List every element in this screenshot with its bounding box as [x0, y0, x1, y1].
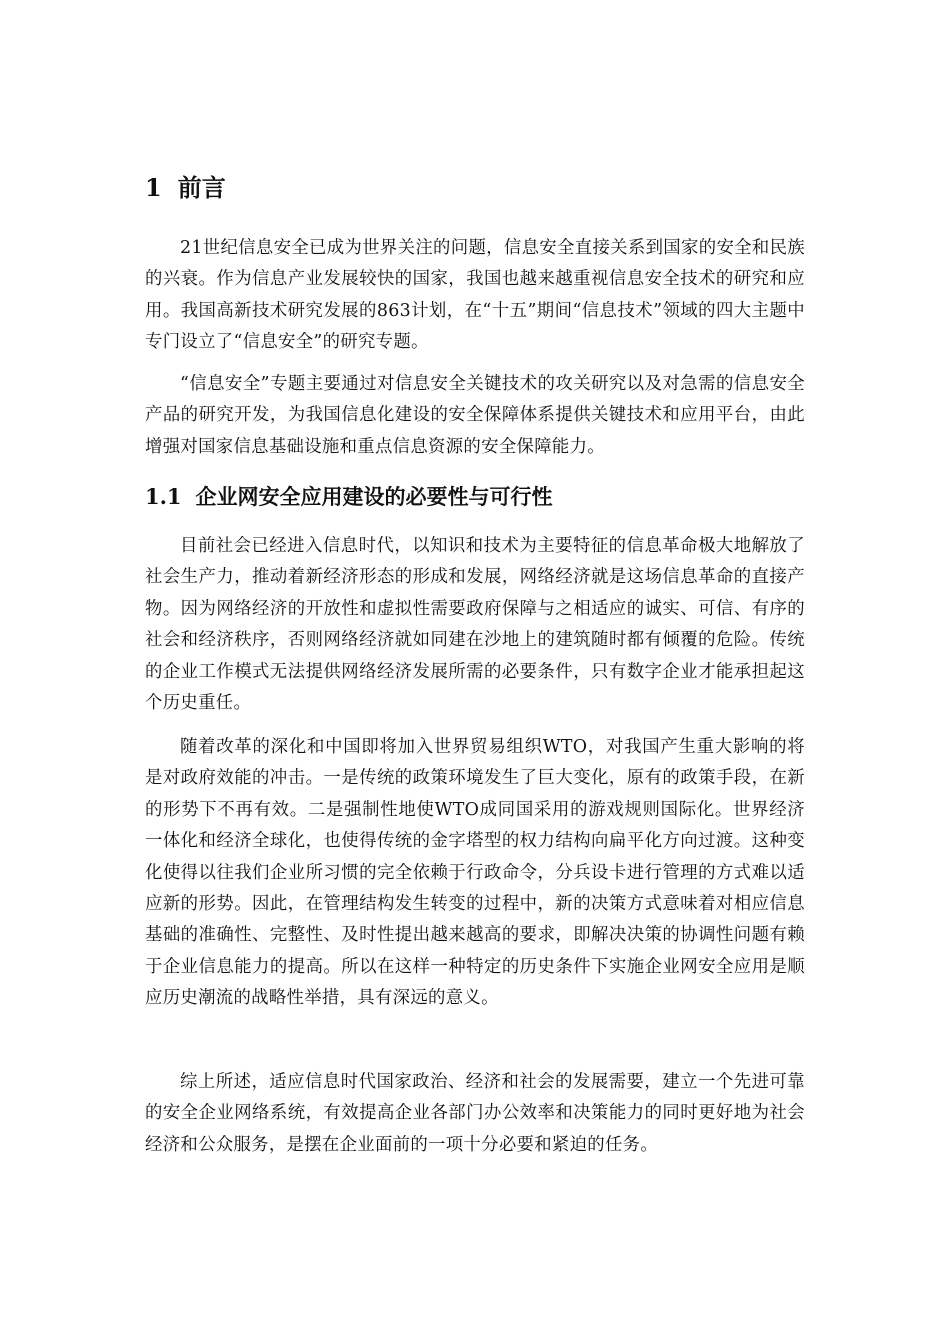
section-heading [145, 170, 226, 206]
section-number: 1 [145, 173, 162, 202]
subsection-number: 1.1 [145, 484, 182, 509]
section-title: 前言 [177, 173, 226, 202]
subsection-heading [145, 481, 553, 513]
body-paragraph: 目前社会已经进入信息时代，以知识和技术为主要特征的信息革命极大地解放了社会生产力，推动着新经济形态的形成和发展，网络经济就是这场信息革命的直接产物。因为网络经济的开放性和虚拟性需要政府保障与之相适应的诚实、可信、有序的社会和经济秩序，否则网络经济就如同建在沙地上的建筑随时都有倾覆的危险。传统的企业工作模式无法提供网络经济发展所需的必要条件，只有数字企业才能承担起这个历史重任。 [145, 536, 805, 714]
body-paragraph: 随着改革的深化和中国即将加入世界贸易组织WTO，对我国产生重大影响的将是对政府效能的冲击。一是传统的政策环境发生了巨大变化，原有的政策手段，在新的形势下不再有效。二是强制性地使WTO成同国采用的游戏规则国际化。世界经济一体化和经济全球化，也使得传统的金字塔型的权力结构向扁平化方向过渡。这种变化使得以往我们企业所习惯的完全依赖于行政命令，分兵设卡进行管理的方式难以适应新的形势。因此，在管理结构发生转变的过程中，新的决策方式意味着对相应信息基础的准确性、完整性、及时性提出越来越高的要求，即解决决策的协调性问题有赖于企业信息能力的提高。所以在这样一种特定的历史条件下实施企业网安全应用是顺应历史潮流的战略性举措，具有深远的意义。 [145, 737, 805, 1009]
body-paragraph: 21世纪信息安全已成为世界关注的问题，信息安全直接关系到国家的安全和民族的兴衰。作为信息产业发展较快的国家，我国也越来越重视信息安全技术的研究和应用。我国高新技术研究发展的863计划，在“十五”期间“信息技术”领域的四大主题中专门设立了“信息安全”的研究专题。 [145, 238, 805, 353]
body-paragraph: 综上所述，适应信息时代国家政治、经济和社会的发展需要，建立一个先进可靠的安全企业网络系统，有效提高企业各部门办公效率和决策能力的同时更好地为社会经济和公众服务，是摆在企业面前的一项十分必要和紧迫的任务。 [145, 1072, 805, 1155]
body-paragraph: “信息安全”专题主要通过对信息安全关键技术的攻关研究以及对急需的信息安全产品的研究开发，为我国信息化建设的安全保障体系提供关键技术和应用平台，由此增强对国家信息基础设施和重点信息资源的安全保障能力。 [145, 374, 805, 457]
subsection-title: 企业网安全应用建设的必要性与可行性 [195, 484, 553, 509]
